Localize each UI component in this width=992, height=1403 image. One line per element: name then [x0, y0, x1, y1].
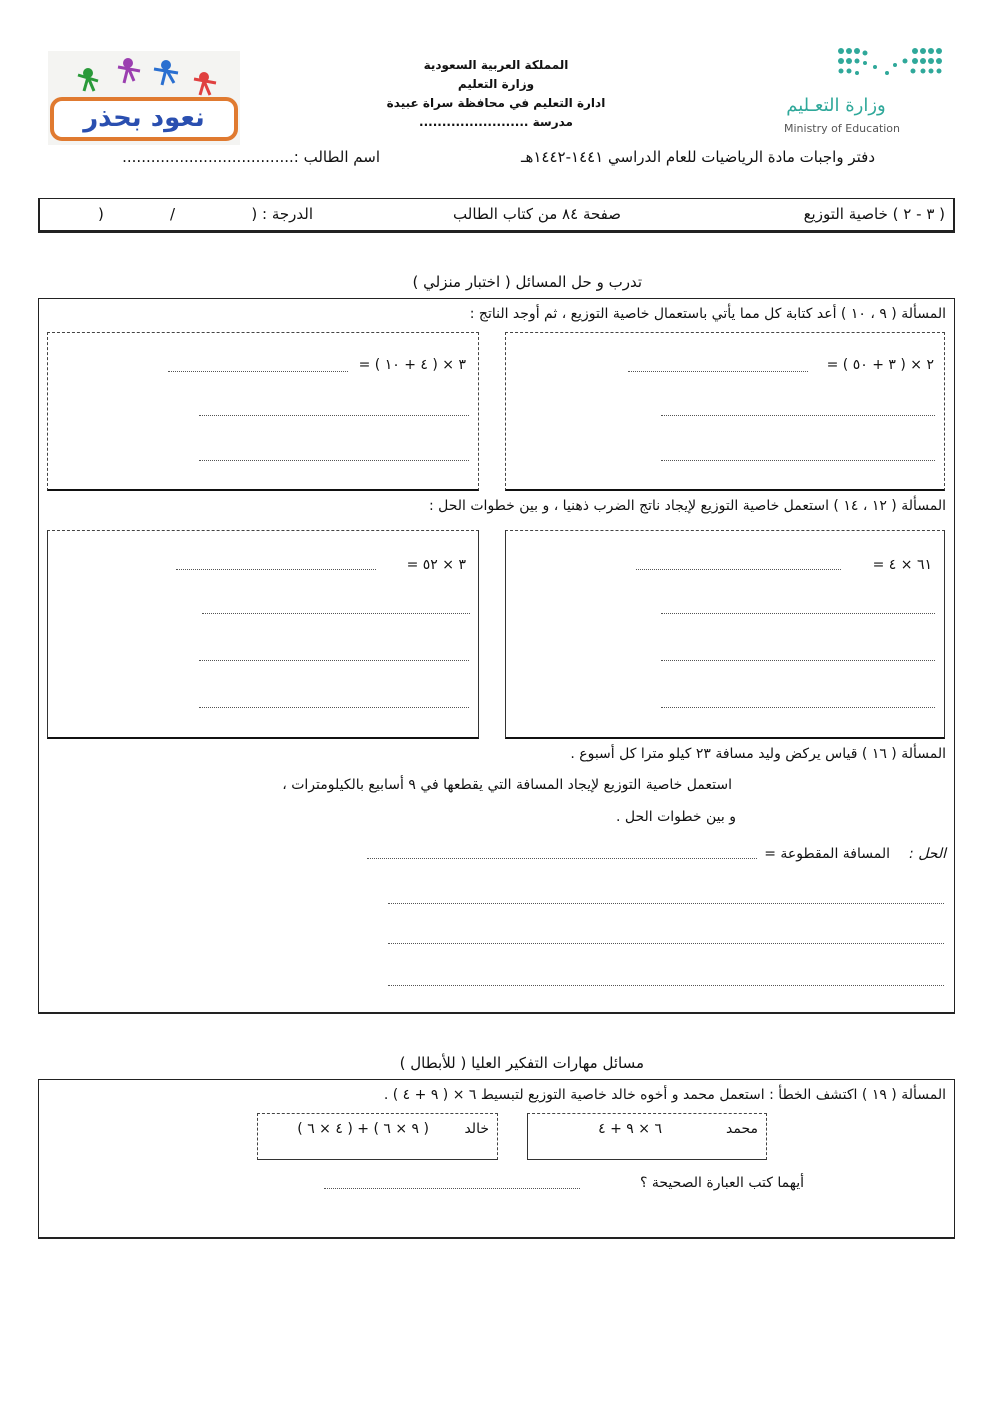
section-hots-title: مسائل مهارات التفكير العليا ( للأبطال )	[399, 1054, 644, 1072]
answer-line[interactable]	[367, 858, 757, 859]
problem-10-expression: = ( ٤ + ١٠ ) × ٣	[358, 357, 466, 373]
school-logo-text: نعود بحذر	[83, 103, 205, 133]
ministry-label: وزارة التعليم	[457, 77, 535, 91]
student-name-field[interactable]: اسم الطالب :....................................	[122, 148, 380, 166]
problem-12-answer-box	[505, 530, 945, 739]
answer-line[interactable]	[388, 903, 944, 904]
moe-logo	[780, 45, 950, 140]
problem-14-expression: = ٣ × ٥٢	[406, 557, 466, 573]
problem-9-10-prompt: المسألة ( ٩ ، ١٠ ) أعد كتابة كل مما يأتي باستعمال خاصية التوزيع ، ثم أوجد الناتج :	[469, 306, 946, 322]
grade-slash: /	[170, 205, 176, 223]
problem-9-expression: = ( ٣ + ٥٠ ) × ٢	[826, 357, 934, 373]
lesson-bar	[38, 198, 955, 233]
section-practice-title: تدرب و حل المسائل ( اختبار منزلي )	[412, 273, 642, 291]
solution-text: المسافة المقطوعة =	[764, 846, 890, 862]
problem-19-prompt: المسألة ( ١٩ ) اكتشف الخطأ : استعمل محمد و أخوه خالد خاصية التوزيع لتبسيط ٦ × ( ٩ + ٤ ) .	[383, 1087, 946, 1103]
solution-label: الحل :	[909, 846, 946, 862]
problem-16-line3: و بين خطوات الحل .	[615, 809, 736, 825]
grade-close: )	[98, 205, 104, 223]
answer-line[interactable]	[199, 707, 469, 708]
school-logo	[48, 51, 240, 145]
answer-line[interactable]	[628, 371, 808, 372]
problem-12-14-prompt: المسألة ( ١٢ ، ١٤ ) استعمل خاصية التوزيع لإيجاد ناتج الضرب ذهنيا ، و بين خطوات الحل :	[428, 498, 946, 514]
school-label: مدرسة ........................	[419, 115, 573, 129]
problem-10-answer-box	[47, 332, 479, 491]
lesson-title: ( ٣ - ٢ ) خاصية التوزيع	[803, 205, 945, 223]
khaled-box	[257, 1113, 498, 1160]
answer-line[interactable]	[324, 1188, 580, 1189]
moe-logo-english: Ministry of Education	[784, 122, 901, 135]
answer-line[interactable]	[661, 660, 935, 661]
problem-16-line1: المسألة ( ١٦ ) قياس يركض وليد مسافة ٢٣ كيلو مترا كل أسبوع .	[570, 746, 946, 762]
khaled-expression: ( ٤ × ٦ ) + ( ٩ × ٦ )	[297, 1121, 429, 1137]
answer-line[interactable]	[199, 415, 469, 416]
khaled-name: خالد	[464, 1121, 489, 1137]
problem-16-line2: استعمل خاصية التوزيع لإيجاد المسافة التي يقطعها في ٩ أسابيع بالكيلومترات ،	[282, 777, 732, 793]
answer-line[interactable]	[388, 985, 944, 986]
mohammed-box	[527, 1113, 767, 1160]
answer-line[interactable]	[661, 415, 935, 416]
answer-line[interactable]	[202, 613, 470, 614]
answer-line[interactable]	[388, 943, 944, 944]
mohammed-name: محمد	[726, 1121, 758, 1137]
answer-line[interactable]	[636, 569, 841, 570]
problem-9-answer-box	[505, 332, 945, 491]
moe-dots-icon	[835, 45, 992, 85]
answer-line[interactable]	[199, 660, 469, 661]
problem-19-question: أيهما كتب العبارة الصحيحة ؟	[639, 1175, 804, 1191]
answer-line[interactable]	[199, 460, 469, 461]
page-reference: صفحة ٨٤ من كتاب الطالب	[453, 205, 621, 223]
problem-12-expression: = ٦١ × ٤	[872, 557, 932, 573]
administration-label: ادارة التعليم في محافظة سراة عبيدة	[386, 96, 606, 110]
answer-line[interactable]	[661, 707, 935, 708]
kingdom-label: المملكة العربية السعودية	[423, 58, 569, 72]
notebook-title: دفتر واجبات مادة الرياضيات للعام الدراسي ١٤٤١-١٤٤٢هـ	[521, 148, 875, 166]
answer-line[interactable]	[168, 371, 348, 372]
problem-14-answer-box	[47, 530, 479, 739]
answer-line[interactable]	[661, 613, 935, 614]
answer-line[interactable]	[176, 569, 376, 570]
grade-label: الدرجة : (	[251, 205, 313, 223]
mohammed-expression: ٦ × ٩ + ٤	[598, 1121, 662, 1137]
moe-logo-arabic: وزارة التعـليم	[786, 95, 886, 116]
answer-line[interactable]	[661, 460, 935, 461]
